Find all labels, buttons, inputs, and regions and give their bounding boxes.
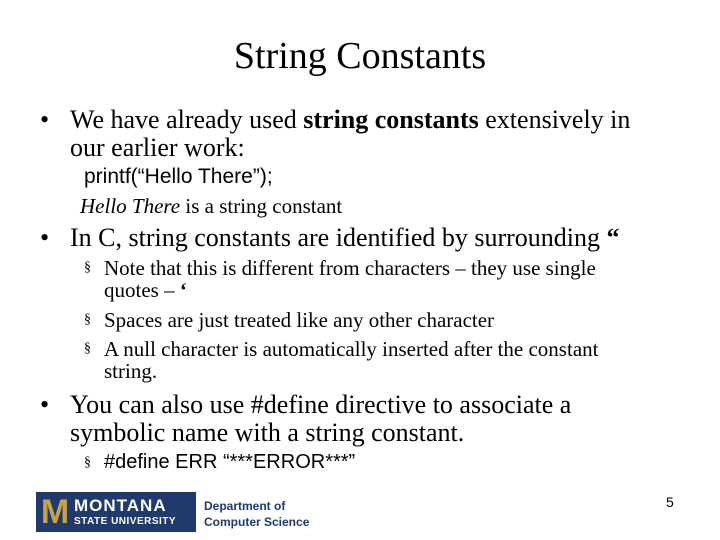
department-name	[204, 498, 309, 530]
bullet-1-line-1	[70, 106, 630, 134]
sub-bullet-1-quote: ‘	[179, 278, 187, 302]
bullet-1-note	[80, 193, 342, 219]
code-example-printf: printf(“Hello There”);	[84, 165, 273, 188]
sub-bullet-1-text: quotes –	[104, 278, 180, 302]
sub-bullet-marker: §	[84, 455, 91, 470]
bullet-1-bold: string constants	[303, 105, 479, 134]
bullet-3-line-2: symbolic name with a string constant.	[70, 418, 465, 447]
sub-bullet-1-line-1: Note that this is different from characters – they use single	[104, 256, 596, 280]
bullet-2-line	[70, 224, 620, 252]
bullet-2-quote: “	[606, 223, 620, 252]
sub-bullet-marker: §	[84, 260, 91, 275]
department-line-2: Computer Science	[204, 515, 310, 529]
sub-bullet-1-line-2	[104, 279, 187, 301]
sub-bullet-3-line-2: string.	[104, 359, 158, 383]
university-logo	[36, 492, 196, 532]
bullet-1-text-a: We have already used	[70, 105, 304, 134]
logo-line-1: MONTANA	[74, 496, 167, 515]
logo-wordmark	[74, 497, 176, 527]
bullet-2-text: In C, string constants are identified by surrounding	[70, 223, 607, 252]
logo-m-icon: M	[40, 492, 70, 531]
note-text: is a string constant	[180, 194, 343, 218]
code-example-define: #define ERR “***ERROR***”	[104, 451, 356, 473]
sub-bullet-2: Spaces are just treated like any other character	[104, 308, 495, 332]
bullet-3-line-1: You can also use #define directive to associate a	[70, 390, 572, 419]
page-number: 5	[666, 494, 674, 510]
logo-line-2: STATE UNIVERSITY	[74, 516, 177, 527]
bullet-marker: •	[40, 390, 50, 419]
bullet-marker: •	[40, 223, 50, 252]
sub-bullet-marker: §	[84, 341, 91, 356]
bullet-1-line-2: our earlier work:	[70, 133, 245, 162]
slide-title: String Constants	[233, 35, 487, 77]
bullet-marker: •	[40, 105, 50, 134]
sub-bullet-3-line-1: A null character is automatically inserted after the constant	[104, 337, 599, 361]
sub-bullet-marker: §	[84, 312, 91, 327]
note-italic: Hello There	[80, 194, 181, 218]
bullet-1-text-b: extensively in	[478, 105, 631, 134]
department-line-1: Department of	[204, 499, 286, 513]
